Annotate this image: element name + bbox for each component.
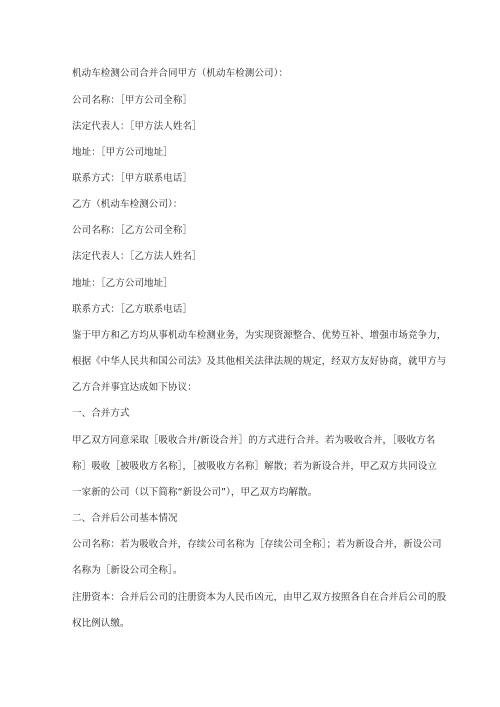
party-a-address: 地址：［甲方公司地址］ bbox=[72, 147, 173, 158]
section-2-heading: 二、合并后公司基本情况 bbox=[72, 513, 178, 524]
preamble-line-2: 根据《中华人民共和国公司法》及其他相关法律法规的规定，经双方友好协商，就甲方与 bbox=[72, 356, 447, 367]
section-1-line-1: 甲乙双方同意采取［吸收合并/新设合并］的方式进行合并。若为吸收合并，［吸收方名 bbox=[72, 435, 436, 446]
party-a-contact: 联系方式：［甲方联系电话］ bbox=[72, 173, 193, 184]
party-b-contact: 联系方式：［乙方联系电话］ bbox=[72, 304, 193, 315]
section-2-company-name-line-2: 名称为［新设公司全称］。 bbox=[72, 565, 183, 576]
party-b-legal-representative: 法定代表人：［乙方法人姓名］ bbox=[72, 251, 202, 262]
section-1-line-2: 称］吸收［被吸收方名称］，［被吸收方名称］解散；若为新设合并，甲乙双方共同设立 bbox=[72, 461, 437, 472]
section-2-company-name-line-1: 公司名称：若为吸收合并，存续公司名称为［存续公司全称］；若为新设合并，新设公司 bbox=[72, 539, 442, 550]
preamble-line-3: 乙方合并事宜达成如下协议： bbox=[72, 382, 197, 393]
preamble-line-1: 鉴于甲方和乙方均从事机动车检测业务，为实现资源整合、优势互补、增强市场竞争力， bbox=[72, 330, 447, 341]
section-1-line-3: 一家新的公司（以下简称“新设公司”），甲乙双方均解散。 bbox=[72, 487, 318, 498]
party-b-address: 地址：［乙方公司地址］ bbox=[72, 278, 173, 289]
party-b-company-name: 公司名称：［乙方公司全称］ bbox=[72, 225, 193, 236]
contract-title-party-a: 机动车检测公司合并合同甲方（机动车检测公司）： bbox=[72, 68, 289, 79]
party-a-company-name: 公司名称：［甲方公司全称］ bbox=[72, 95, 193, 106]
section-2-capital-line-2: 权比例认缴。 bbox=[72, 618, 130, 629]
section-2-capital-line-1: 注册资本：合并后公司的注册资本为人民币凶元，由甲乙双方按照各自在合并后公司的股 bbox=[72, 592, 447, 603]
party-a-legal-representative: 法定代表人：［甲方法人姓名］ bbox=[72, 121, 202, 132]
party-b-heading: 乙方（机动车检测公司）： bbox=[72, 199, 183, 210]
section-1-heading: 一、合并方式 bbox=[72, 408, 130, 419]
